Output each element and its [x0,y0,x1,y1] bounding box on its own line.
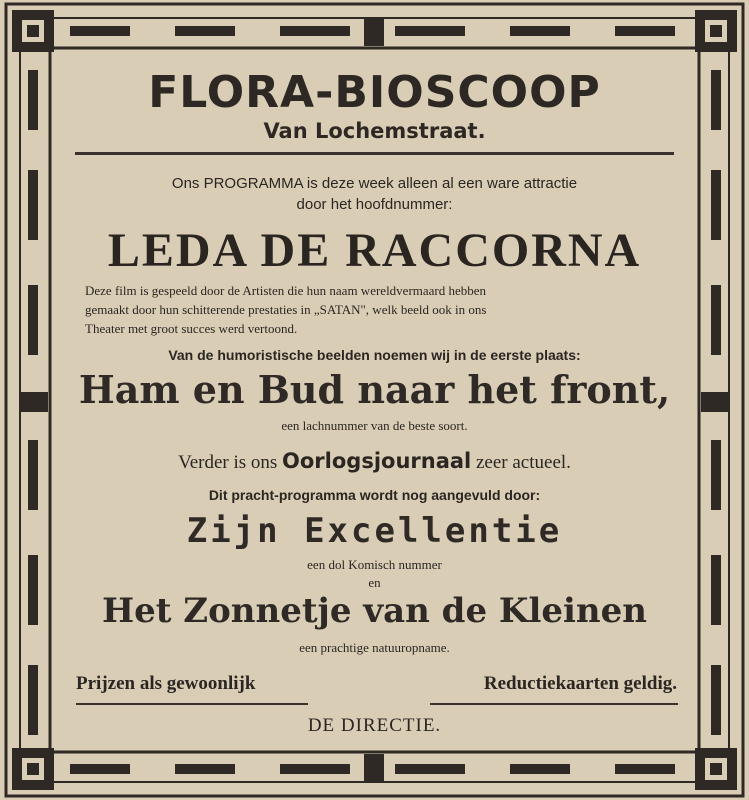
journal-after: zeer actueel. [476,452,571,473]
signature: DE DIRECTIE. [307,715,442,736]
prices-note: Prijzen als gewoonlijk [76,673,256,694]
journal-name: Oorlogsjournaal [282,449,472,473]
cinema-name: FLORA-BIOSCOOP [148,67,601,118]
feature-desc-line-3: Theater met groot succes werd vertoond. [85,321,298,336]
humor-intro: Van de humoristische beelden noemen wij in de eerste plaats: [168,347,581,363]
extra-intro: Dit pracht-programma wordt nog aangevuld door: [208,487,541,503]
humor-subtitle: een lachnummer van de beste soort. [281,418,468,433]
program-intro-line-2: door het hoofdnummer: [296,196,453,213]
extra-item-2-title: Het Zonnetje van de Kleinen [101,591,647,631]
feature-description [85,281,680,338]
feature-title: LEDA DE RACCORNA [107,224,642,277]
extra-item-2-subtitle: een prachtige natuuropname. [299,640,450,655]
cinema-street: Van Lochemstraat. [263,119,486,143]
header-divider [75,152,674,155]
tickets-note: Reductiekaarten geldig. [483,673,677,694]
journal-line [60,449,689,474]
extra-item-1-title: Zijn Excellentie [186,511,563,551]
feature-desc-line-1: Deze film is gespeeld door de Artisten die hun naam wereldvermaard hebben [85,283,487,298]
humor-title: Ham en Bud naar het front, [78,367,671,412]
advertisement [60,55,689,745]
program-intro [60,173,689,215]
prices-underline [76,703,308,705]
extra-conjunction: en [368,575,381,590]
tickets-underline [430,703,678,705]
journal-before: Verder is ons [178,452,278,473]
program-intro-line-1: Ons PROGRAMMA is deze week alleen al een ware attractie [171,175,578,192]
extra-item-1-subtitle: een dol Komisch nummer [307,557,442,572]
feature-desc-line-2: gemaakt door hun schitterende prestaties in „SATAN", welk beeld ook in ons [85,302,487,317]
